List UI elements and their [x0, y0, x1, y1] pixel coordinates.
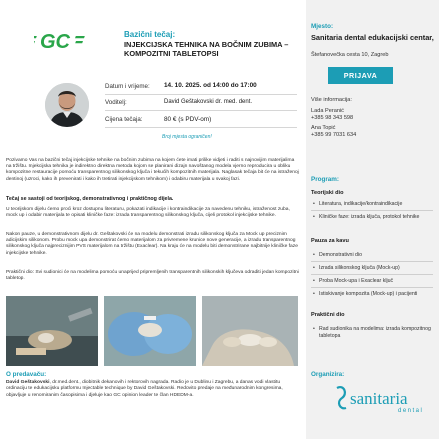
practical-paragraph: Praktični dio: Svi sudionici će na modelima pomoću unaprijed pripremljenih transparentnih silikonskih ključeva odraditi jedan kompozitni tabletop.: [6, 270, 299, 282]
program-item: • Rad sudionika na modelima: izrada kompozitnog tabletopa: [311, 326, 433, 339]
divider: [105, 94, 297, 95]
divider: [311, 274, 433, 275]
program-item: • Istiskivanje kompozita (Mock-up) i pacijenti: [311, 291, 433, 298]
lecturer-label: Voditelj:: [105, 99, 127, 106]
lecturer-value: David Geštakovski dr. med. dent.: [164, 99, 253, 105]
clinical-photo: [104, 296, 196, 366]
date-value: 14. 10. 2025. od 14:00 do 17:00: [164, 82, 257, 89]
theory-paragraph: U teorijskom dijelu ćemo proći kroz dostupnu literaturu, pokazati indikacije i kontraindikacije za navedenu tehniku, istraženost zuba, mock up i odabir materijala te opisati kliničke faze: izrada transparentnog silikonskog ključa, cijeli protokol injekcijske tehnike.: [6, 207, 290, 219]
lecturer-name: David Geštakovski: [6, 380, 50, 385]
more-info-label: Više informacija:: [311, 97, 352, 103]
program-item: • Proba Mock-upa i Exaclear ključ: [311, 278, 433, 285]
clinical-photo: [6, 296, 98, 366]
lecturer-bio: [6, 380, 300, 399]
course-kicker: Bazični tečaj:: [124, 30, 176, 39]
demo-paragraph: Nakon pauze, u demonstrativnom dijelu dr. Geštakovski će na modelu demonstrati izradu silikonskog ključa za Mock up preciznim adicijskim silikonom. Probu mock upa demonstrirat ćemo materijalom za privremene krunice nove generacije, a izradu transparentnog silikonskog ključa najpreciznijim PVS materijalom na tržištu (Exaclear). Na kraju će na modelu biti demonstrirane najbitnije kliničke faze injekcijske tehnike.: [6, 232, 298, 256]
gc-logo: [34, 30, 98, 52]
price-label: Cijena tečaja:: [105, 116, 143, 123]
program-item: • Demonstrativni dio: [311, 252, 433, 259]
register-button[interactable]: PRIJAVA: [328, 67, 393, 84]
divider: [105, 127, 297, 128]
program-theory-heading: Teorijski dio: [311, 190, 344, 196]
organizer-label: Organizira:: [311, 371, 345, 378]
organizer-sub: dental: [398, 408, 424, 414]
limited-seats-note: Broj mjesta ograničen!: [162, 134, 212, 140]
program-item: • Kliničke faze: izrada ključa, protokol tehnike: [311, 214, 433, 221]
organizer-name: sanitaria: [350, 389, 408, 408]
divider: [311, 287, 433, 288]
program-item: • Literatura, indikacije/kontraindikacije: [311, 201, 433, 208]
contact-name: Ana Topić: [311, 125, 336, 131]
program-break-heading: Pauza za kavu: [311, 238, 349, 244]
date-label: Datum i vrijeme:: [105, 83, 150, 90]
place-label: Mjesto:: [311, 23, 334, 30]
clinical-photo: [202, 296, 298, 366]
svg-text:GC: GC: [40, 31, 70, 52]
structure-paragraph: Tečaj se sastoji od teorijskog, demonstrativnog i praktičnog dijela.: [6, 196, 174, 202]
course-title: INJEKCIJSKA TEHNIKA NA BOČNIM ZUBIMA – KOMPOZITNI TABLETOPSI: [124, 40, 289, 58]
program-label: Program:: [311, 176, 339, 183]
venue-name: Sanitaria dental edukacijski centar,: [311, 33, 434, 42]
program-practical-heading: Praktični dio: [311, 312, 345, 318]
program-item: • Izrada silikonskog ključa (Mock-up): [311, 265, 433, 272]
divider: [105, 110, 297, 111]
divider: [311, 210, 433, 211]
venue-address: Štefanovečka cesta 10, Zagreb: [311, 52, 389, 58]
contact-phone[interactable]: +385 99 7031 634: [311, 132, 357, 138]
contact-phone[interactable]: +385 98 343 598: [311, 115, 354, 121]
intro-paragraph: Pozivamo Vas na bazični tečaj injekcijske tehnike na bočnim zubima na kojem ćete imati prilike vidjeti i raditi s najnovijim materijalima na tržištu. Injekcijska tehnika je indirektno direktna metoda kojom se planirani dizajn navoštanog modela vjerno reproducira u obliku kompozitne restauracije pomoću transparentnog silikonskog ključa i tekućih kompozitnih materijala. Naglasak tečaja bit će na istraženoj dentinoj (uzroci, kako ih prevenirati i kako ih tretirati injekcijskom tehnikom) i odabiru materijala u svakoj fazi.: [6, 158, 299, 182]
lecturer-bio-text: , dr.med.dent., diobitnik dekanovih i rektorovih nagrada. Radio je u Dublinu i Zagrebu, a danas vodi vlastitu ordinaciju te edukacijsku platformu Injectable technique by David Geštakovski. Redovito predaje na međunarodnim kongresima, objavljuje u renomiranim časopisima i djeluje kao GC opinion leader te član HDEDM-a.: [6, 380, 283, 398]
price-value: 80 € (s PDV-om): [164, 116, 212, 123]
lecturer-avatar: [45, 83, 89, 127]
divider: [311, 261, 433, 262]
contact-name: Lada Peranić: [311, 108, 344, 114]
sidebar: [306, 0, 439, 439]
lecturer-heading: O predavaču:: [6, 371, 47, 378]
sanitaria-logo: [334, 384, 438, 414]
